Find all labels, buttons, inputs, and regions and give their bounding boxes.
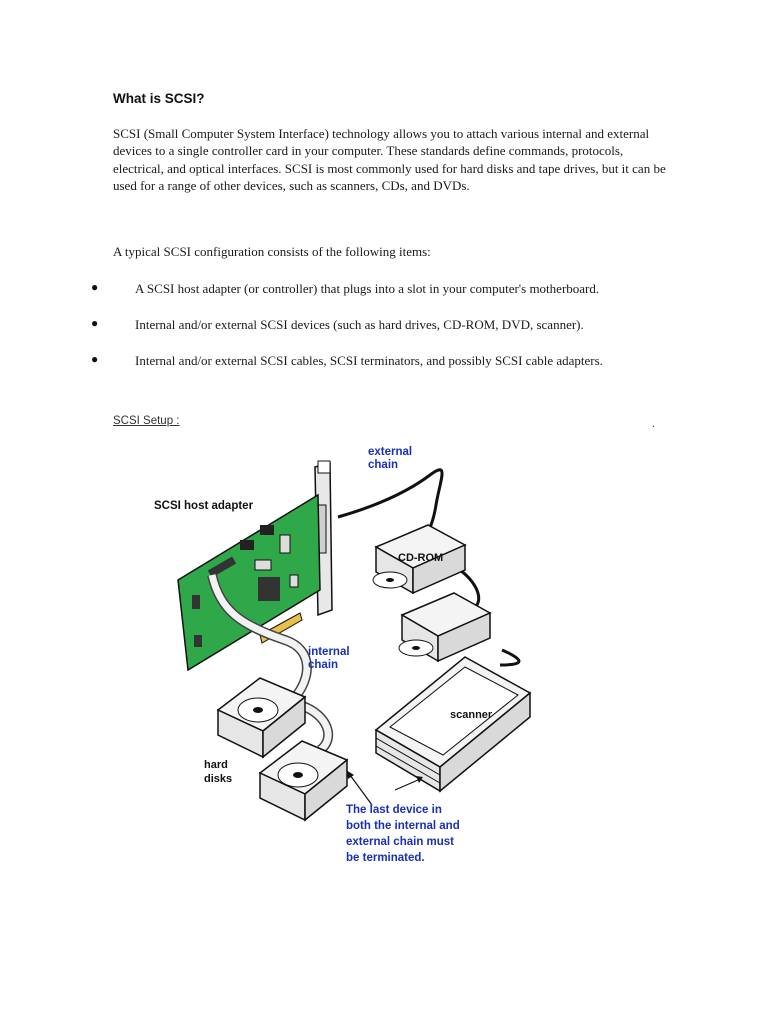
cdrom-label: CD-ROM — [398, 552, 444, 564]
external-cable-3 — [500, 650, 519, 665]
termination-note-line3: external chain must — [346, 836, 455, 848]
internal-chain-label-line2: chain — [308, 659, 339, 671]
config-intro-text: A typical SCSI configuration consists of the following items: — [113, 244, 431, 259]
list-item-text: Internal and/or external SCSI cables, SCSI terminators, and possibly SCSI cable adapters. — [135, 353, 603, 368]
bullet-dot-icon: ● — [91, 316, 99, 330]
page-title: What is SCSI? — [113, 91, 205, 106]
scanner-label: scanner — [450, 709, 493, 721]
scanner-device — [376, 657, 530, 791]
termination-note-line4: be terminated. — [346, 852, 425, 864]
intro-paragraph: SCSI (Small Computer System Interface) technology allows you to attach various internal and external devices to a single controller card in your computer. These standards define commands, protocols, electrical, and optical interfaces. SCSI is most commonly used for hard disks and tape drives, but it can be used for a range of other devices, such as scanners, CDs, and DVDs. — [113, 126, 666, 193]
internal-chain-label-line1: internal — [308, 646, 350, 658]
host-adapter-label: SCSI host adapter — [154, 500, 254, 512]
hard-disk-1 — [218, 678, 305, 757]
hard-disks-label-line1: hard — [204, 759, 228, 771]
stray-mark: . — [652, 418, 655, 430]
scsi-setup-link[interactable]: SCSI Setup : — [113, 415, 180, 427]
termination-note-line1: The last device in — [346, 804, 442, 816]
hard-disks-label-line2: disks — [204, 773, 233, 785]
termination-arrows — [346, 770, 423, 805]
bullet-dot-icon: ● — [91, 280, 99, 294]
bullet-dot-icon: ● — [91, 352, 99, 366]
external-chain-label-line1: external — [368, 446, 413, 458]
external-chain-label-line2: chain — [368, 459, 399, 471]
list-item-text: A SCSI host adapter (or controller) that plugs into a slot in your computer's motherboard. — [135, 281, 600, 296]
list-item-text: Internal and/or external SCSI devices (such as hard drives, CD-ROM, DVD, scanner). — [135, 317, 584, 332]
scsi-setup-diagram — [140, 435, 560, 875]
hard-disk-2 — [260, 741, 347, 820]
termination-note-line2: both the internal and — [346, 820, 460, 832]
